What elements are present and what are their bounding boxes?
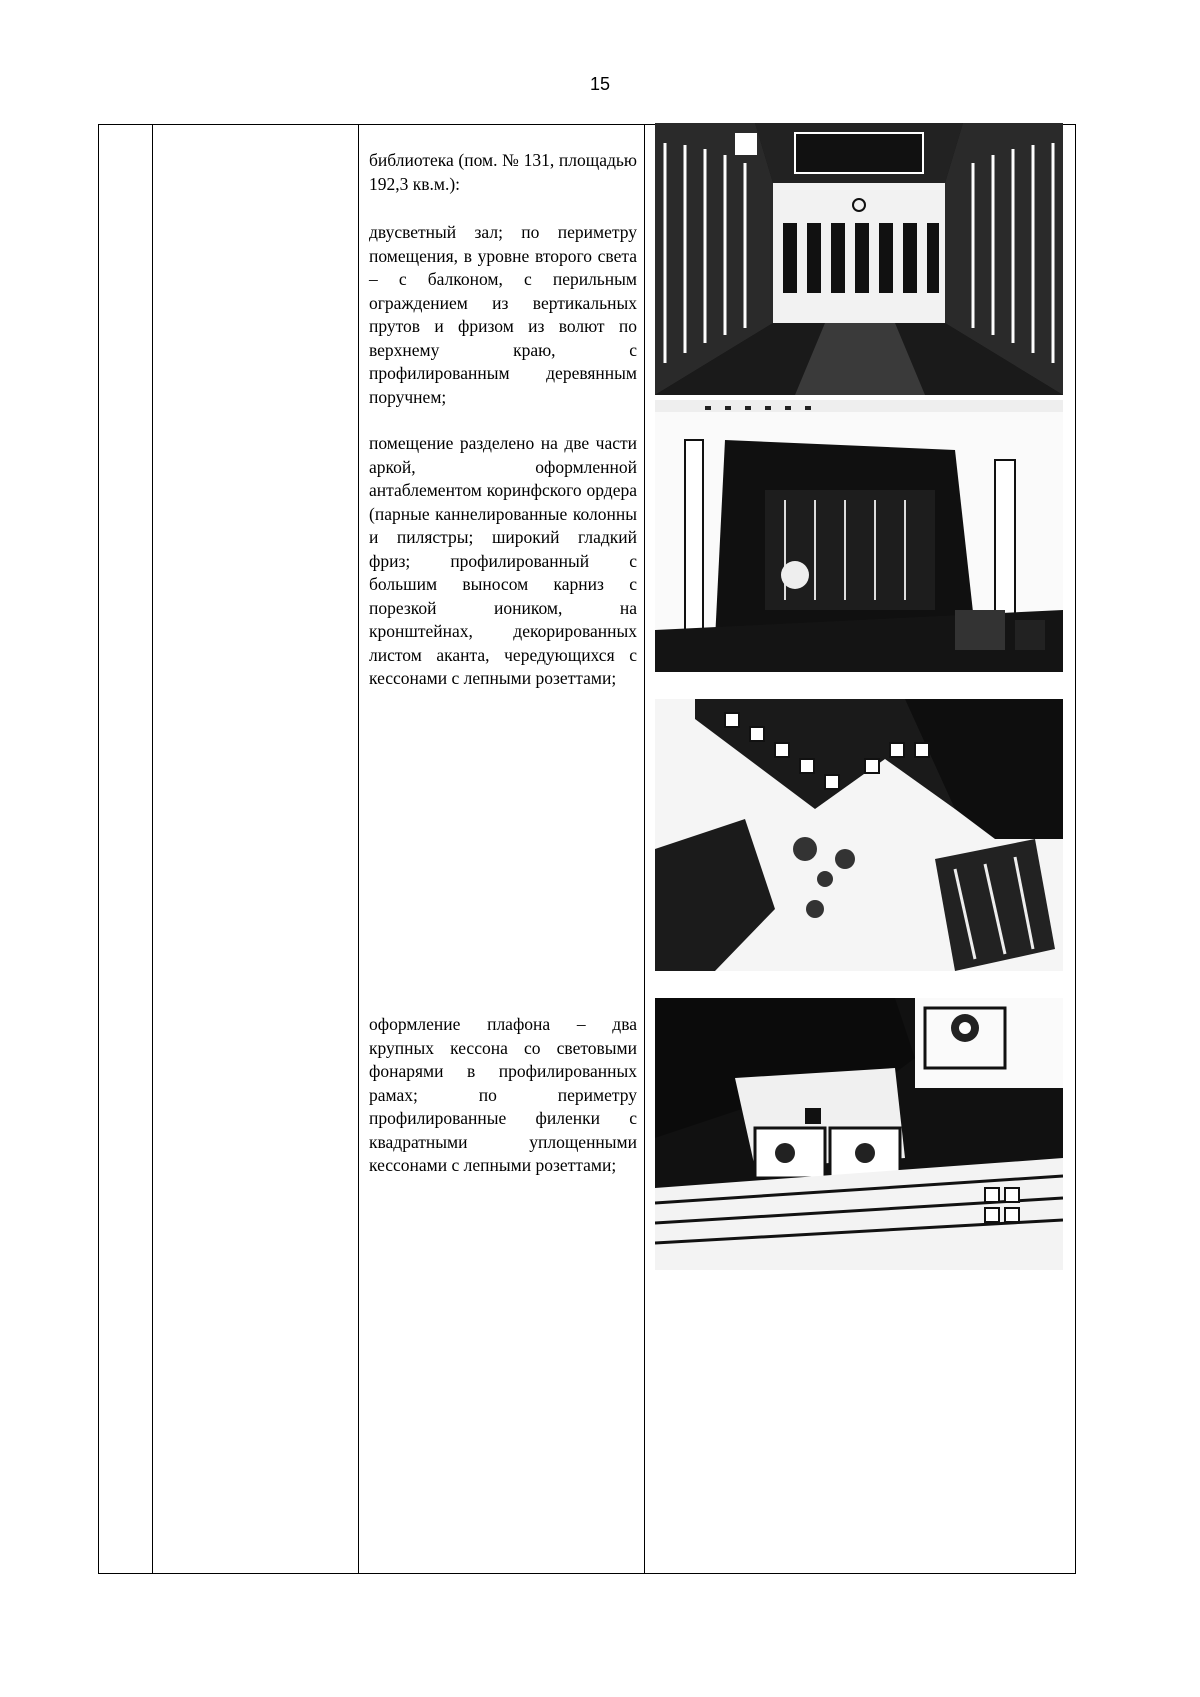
description-cell <box>359 125 645 1574</box>
photo-cell <box>645 125 1076 1574</box>
library-hall-photo <box>655 123 1063 395</box>
description-library-heading: библиотека (пом. № 131, площадью 192,3 кв.м.): <box>369 150 637 194</box>
ceiling-plafond-photo <box>655 998 1063 1270</box>
arch-entablature-photo <box>655 400 1063 672</box>
page-number: 15 <box>589 74 611 94</box>
number-cell <box>99 125 153 1574</box>
object-name-cell <box>153 125 359 1574</box>
description-plafond: оформление плафона – два крупных кессона со световыми фонарями в профилированных рамах; по периметру профилированные филенки с квадратными уплощенными кессонами с лепными розеттами; <box>369 1014 637 1175</box>
cornice-coffers-photo <box>655 699 1063 971</box>
description-arch: помещение разделено на две части аркой, оформленной антаблементом коринфского ордера (парные каннелированные колонны и пилястры; широкий гладкий фриз; профилированный с большим выносом карниз с порезкой иоником, на кронштейнах, декорированных листом аканта, чередующихся с кессонами с лепными розеттами; <box>369 433 637 688</box>
monument-description-table <box>98 124 1076 1574</box>
description-double-height-hall: двусветный зал; по периметру помещения, в уровне второго света – с балконом, с перильным ограждением из вертикальных прутов и фризом из волют по верхнему краю, с профилированным деревянным поручнем; <box>369 222 637 407</box>
